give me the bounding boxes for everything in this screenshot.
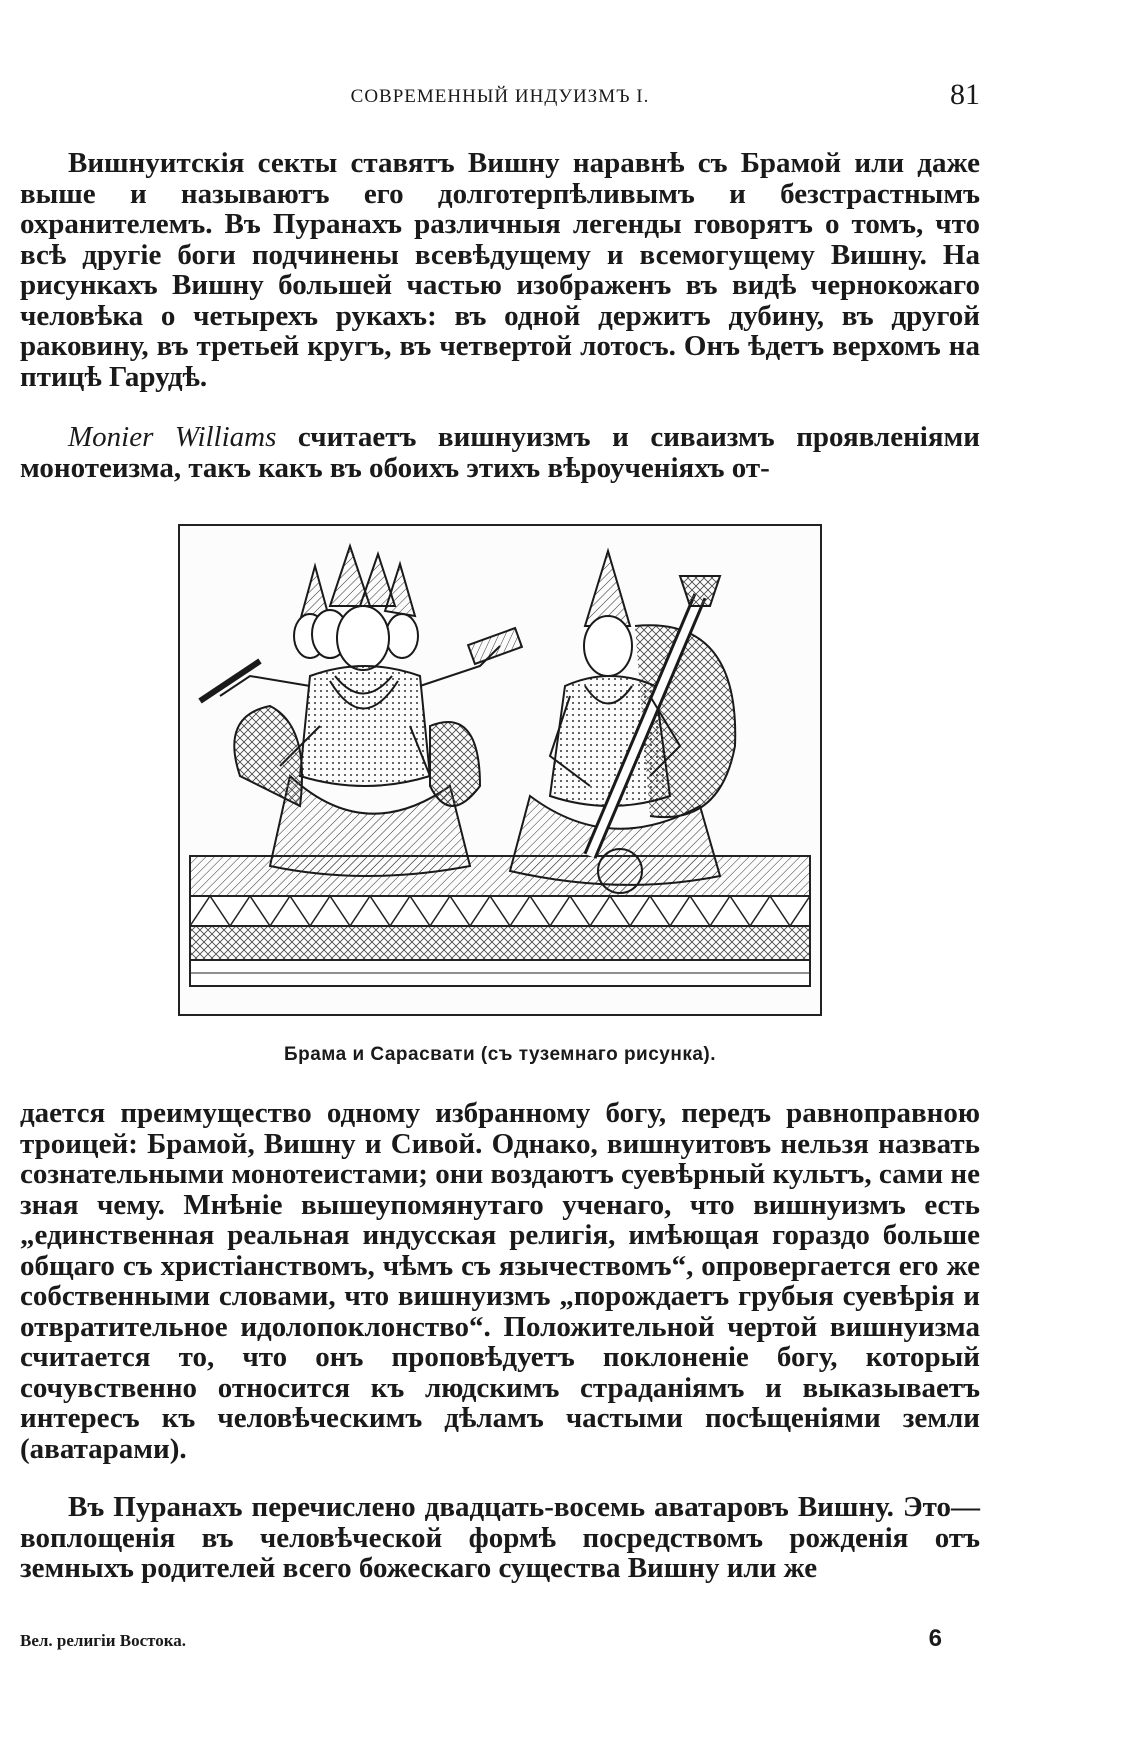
signature-mark: Вел. религіи Востока.	[20, 1631, 187, 1650]
illustration-brahma-saraswati	[178, 524, 822, 1016]
paragraph-1	[20, 148, 980, 392]
engraving-image	[180, 526, 820, 1014]
paragraph-3: дается преимущество одному избранному богу, передъ равноправною троицей: Брамой, Вишну и Сивой. Однако, вишнуитовъ нельзя назвать сознательными монотеистами; они воздаютъ суевѣрный культъ, сами не зная чему. Мнѣніе вышеупомянутаго ученаго, что вишнуизмъ есть „единственная реальная индусская религія, имѣющая гораздо больше общаго съ христіанствомъ, чѣмъ съ язычествомъ“, опровергается его же собственными словами, что вишнуизмъ „порождаетъ грубыя суевѣрія и отвратительное идолопоклонство“. Положительной чертой вишнуизма считается то, что онъ проповѣдуетъ поклоненіе богу, который сочувственно относится къ людскимъ страданіямъ и выказываетъ интересъ къ человѣческимъ дѣламъ частыми посѣщеніями земли (аватарами).	[20, 1097, 980, 1465]
paragraph-2	[20, 422, 980, 483]
paragraph-4	[20, 1492, 980, 1584]
running-title: СОВРЕМЕННЫЙ ИНДУИЗМЪ I.	[350, 86, 650, 107]
page-footer	[20, 1625, 980, 1665]
figure-caption: Брама и Сарасвати (съ туземнаго рисунка).	[283, 1044, 717, 1065]
paragraph-4-text: Въ Пуранахъ перечислено двадцать-восемь аватаровъ Вишну. Это—воплощенія въ человѣческой формѣ посредствомъ рожденія отъ земныхъ родителей всего божескаго существа Вишну или же	[20, 1491, 980, 1584]
paragraph-1-text: Вишнуитскія секты ставятъ Вишну наравнѣ съ Брамой или даже выше и называютъ его долготерпѣливымъ и безстрастнымъ охранителемъ. Въ Пуранахъ различныя легенды говорятъ о томъ, что всѣ другіе боги подчинены всевѣдущему и всемогущему Вишну. На рисункахъ Вишну большей частью изображенъ въ видѣ чернокожаго человѣка о четырехъ рукахъ: въ одной держитъ дубину, въ другой раковину, въ третьей кругъ, въ четвертой лотосъ. Онъ ѣдетъ верхомъ на птицѣ Гарудѣ.	[20, 147, 980, 393]
running-head	[20, 78, 980, 118]
saraswati-figure	[510, 551, 735, 893]
page-number: 81	[950, 78, 980, 111]
paragraph-2-text: считаетъ вишнуизмъ и сиваизмъ проявленіями монотеизма, такъ какъ въ обоихъ этихъ вѣроученіяхъ от-	[20, 421, 981, 484]
brahma-figure	[200, 546, 522, 876]
signature-number: 6	[928, 1625, 942, 1652]
author-name: Monier Williams	[68, 421, 277, 453]
